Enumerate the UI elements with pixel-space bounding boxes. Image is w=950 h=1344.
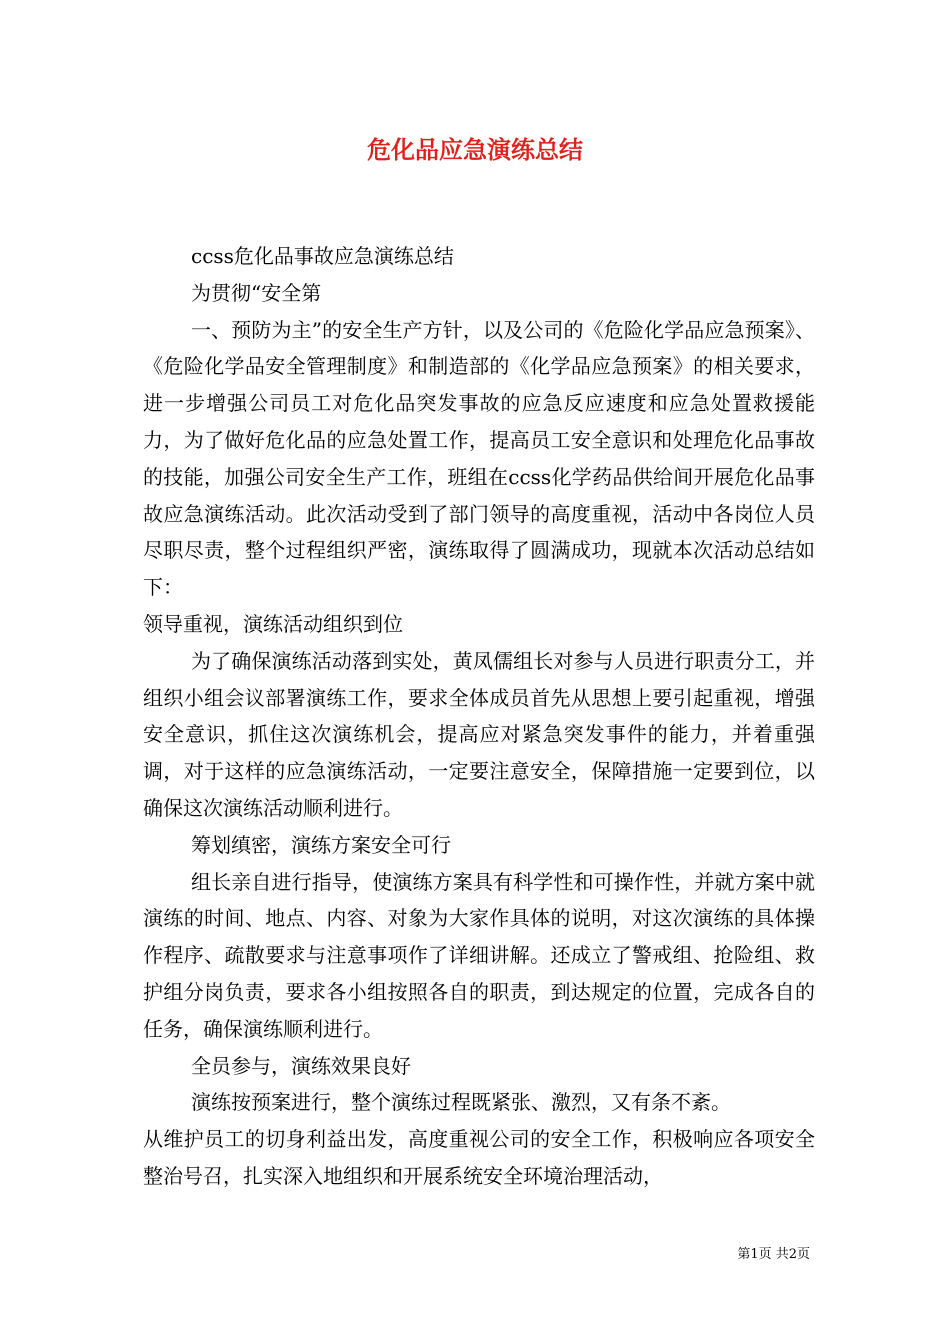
page-number-footer: 第1页 共2页 xyxy=(737,1247,810,1262)
paragraph-participation: 演练按预案进行，整个演练过程既紧张、激烈，又有条不紊。 xyxy=(191,1090,731,1115)
section-heading-participation: 全员参与，演练效果良好 xyxy=(191,1053,411,1078)
document-title: 危化品应急演练总结 xyxy=(367,135,583,164)
document-body xyxy=(143,238,815,1195)
paragraph-subtitle: ccss危化品事故应急演练总结 xyxy=(191,244,454,268)
paragraph-intro-fragment: 为贯彻“安全第 xyxy=(191,280,322,305)
paragraph-safety-work: 从维护员工的切身利益出发，高度重视公司的安全工作，积极响应各项安全整治号召，扎实深入地组织和开展系统安全环境治理活动， xyxy=(143,1127,815,1188)
paragraph-planning: 组长亲自进行指导，使演练方案具有科学性和可操作性，并就方案中就演练的时间、地点、内容、对象为大家作具体的说明，对这次演练的具体操作程序、疏散要求与注意事项作了详细讲解。还成立了警戒组、抢险组、救护组分岗负责，要求各小组按照各自的职责，到达规定的位置，完成各自的任务，确保演练顺利进行。 xyxy=(143,869,815,1041)
section-heading-planning: 筹划缜密，演练方案安全可行 xyxy=(191,832,451,857)
paragraph-intro: 一、预防为主”的安全生产方针，以及公司的《危险化学品应急预案》、《危险化学品安全管理制度》和制造部的《化学品应急预案》的相关要求，进一步增强公司员工对危化品突发事故的应急反应速度和应急处置救援能力，为了做好危化品的应急处置工作，提高员工安全意识和处理危化品事故的技能，加强公司安全生产工作，班组在ccss化学药品供给间开展危化品事故应急演练活动。此次活动受到了部门领导的高度重视，活动中各岗位人员尽职尽责，整个过程组织严密，演练取得了圆满成功，现就本次活动总结如下： xyxy=(143,317,815,600)
section-heading-leadership: 领导重视，演练活动组织到位 xyxy=(143,611,403,636)
paragraph-leadership: 为了确保演练活动落到实处，黄凤儒组长对参与人员进行职责分工，并组织小组会议部署演练工作，要求全体成员首先从思想上要引起重视，增强安全意识，抓住这次演练机会，提高应对紧急突发事件的能力，并着重强调，对于这样的应急演练活动，一定要注意安全，保障措施一定要到位，以确保这次演练活动顺利进行。 xyxy=(143,648,815,820)
